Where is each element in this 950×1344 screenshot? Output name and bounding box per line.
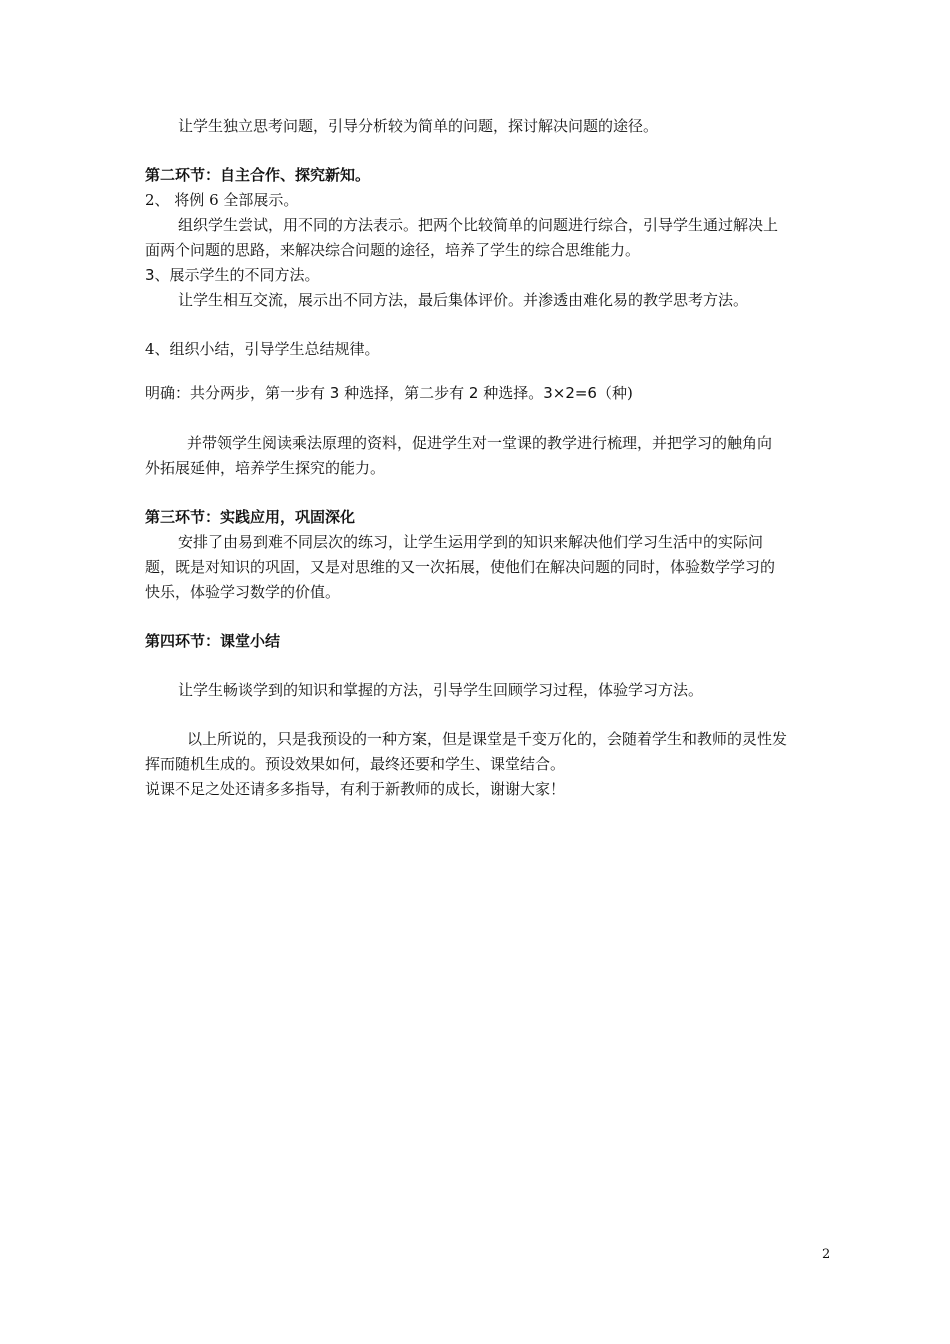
clarify-text-a: 明确：共分两步，第一步有 bbox=[145, 384, 330, 402]
section-heading-4: 第四环节：课堂小结 bbox=[145, 632, 281, 650]
paragraph-7-line-2: 挥而随机生成的。预设效果如何，最终还要和学生、课堂结合。 bbox=[145, 755, 566, 773]
clarification-line bbox=[145, 383, 633, 403]
paragraph-4-line-1: 并带领学生阅读乘法原理的资料，促进学生对一堂课的教学进行梳理，并把学习的触角向 bbox=[187, 434, 773, 452]
paragraph-3: 让学生相互交流，展示出不同方法，最后集体评价。并渗透由难化易的教学思考方法。 bbox=[178, 291, 749, 309]
clarify-text-d: （种) bbox=[596, 384, 633, 402]
paragraph-4-line-2: 外拓展延伸，培养学生探究的能力。 bbox=[145, 459, 386, 477]
list-item-3 bbox=[145, 265, 320, 285]
paragraph-2-line-1: 组织学生尝试，用不同的方法表示。把两个比较简单的问题进行综合，引导学生通过解决上 bbox=[178, 216, 779, 234]
clarify-equation: 3×2=6 bbox=[543, 384, 597, 402]
list-item-3-text: 、展示学生的不同方法。 bbox=[154, 266, 320, 284]
paragraph-5-line-1: 安排了由易到难不同层次的练习，让学生运用学到的知识来解决他们学习生活中的实际问 bbox=[178, 533, 764, 551]
list-item-4: 4、组织小结，引导学生总结规律。 bbox=[145, 340, 380, 358]
paragraph-intro: 让学生独立思考问题，引导分析较为简单的问题，探讨解决问题的途径。 bbox=[178, 117, 659, 135]
list-item-3-number: 3 bbox=[145, 266, 155, 284]
paragraph-5-line-2: 题，既是对知识的巩固，又是对思维的又一次拓展，使他们在解决问题的同时，体验数学学习的 bbox=[145, 558, 776, 576]
paragraph-2-line-2: 面两个问题的思路，来解决综合问题的途径，培养了学生的综合思维能力。 bbox=[145, 241, 641, 259]
section-heading-2: 第二环节：自主合作、探究新知。 bbox=[145, 166, 371, 184]
paragraph-6: 让学生畅谈学到的知识和掌握的方法，引导学生回顾学习过程，体验学习方法。 bbox=[178, 681, 704, 699]
closing-paragraph: 说课不足之处还请多多指导，有利于新教师的成长，谢谢大家！ bbox=[145, 780, 566, 798]
clarify-text-b: 种选择，第二步有 bbox=[339, 384, 469, 402]
list-item-2: 2、 将例 6 全部展示。 bbox=[145, 191, 299, 209]
paragraph-7-line-1: 以上所说的，只是我预设的一种方案，但是课堂是千变万化的，会随着学生和教师的灵性发 bbox=[187, 730, 788, 748]
paragraph-5-line-3: 快乐，体验学习数学的价值。 bbox=[145, 583, 341, 601]
clarify-text-c: 种选择。 bbox=[478, 384, 544, 402]
clarify-number-2: 2 bbox=[468, 384, 479, 402]
clarify-number-1: 3 bbox=[329, 384, 340, 402]
page-number: 2 bbox=[822, 1247, 831, 1262]
section-heading-3: 第三环节：实践应用，巩固深化 bbox=[145, 508, 356, 526]
